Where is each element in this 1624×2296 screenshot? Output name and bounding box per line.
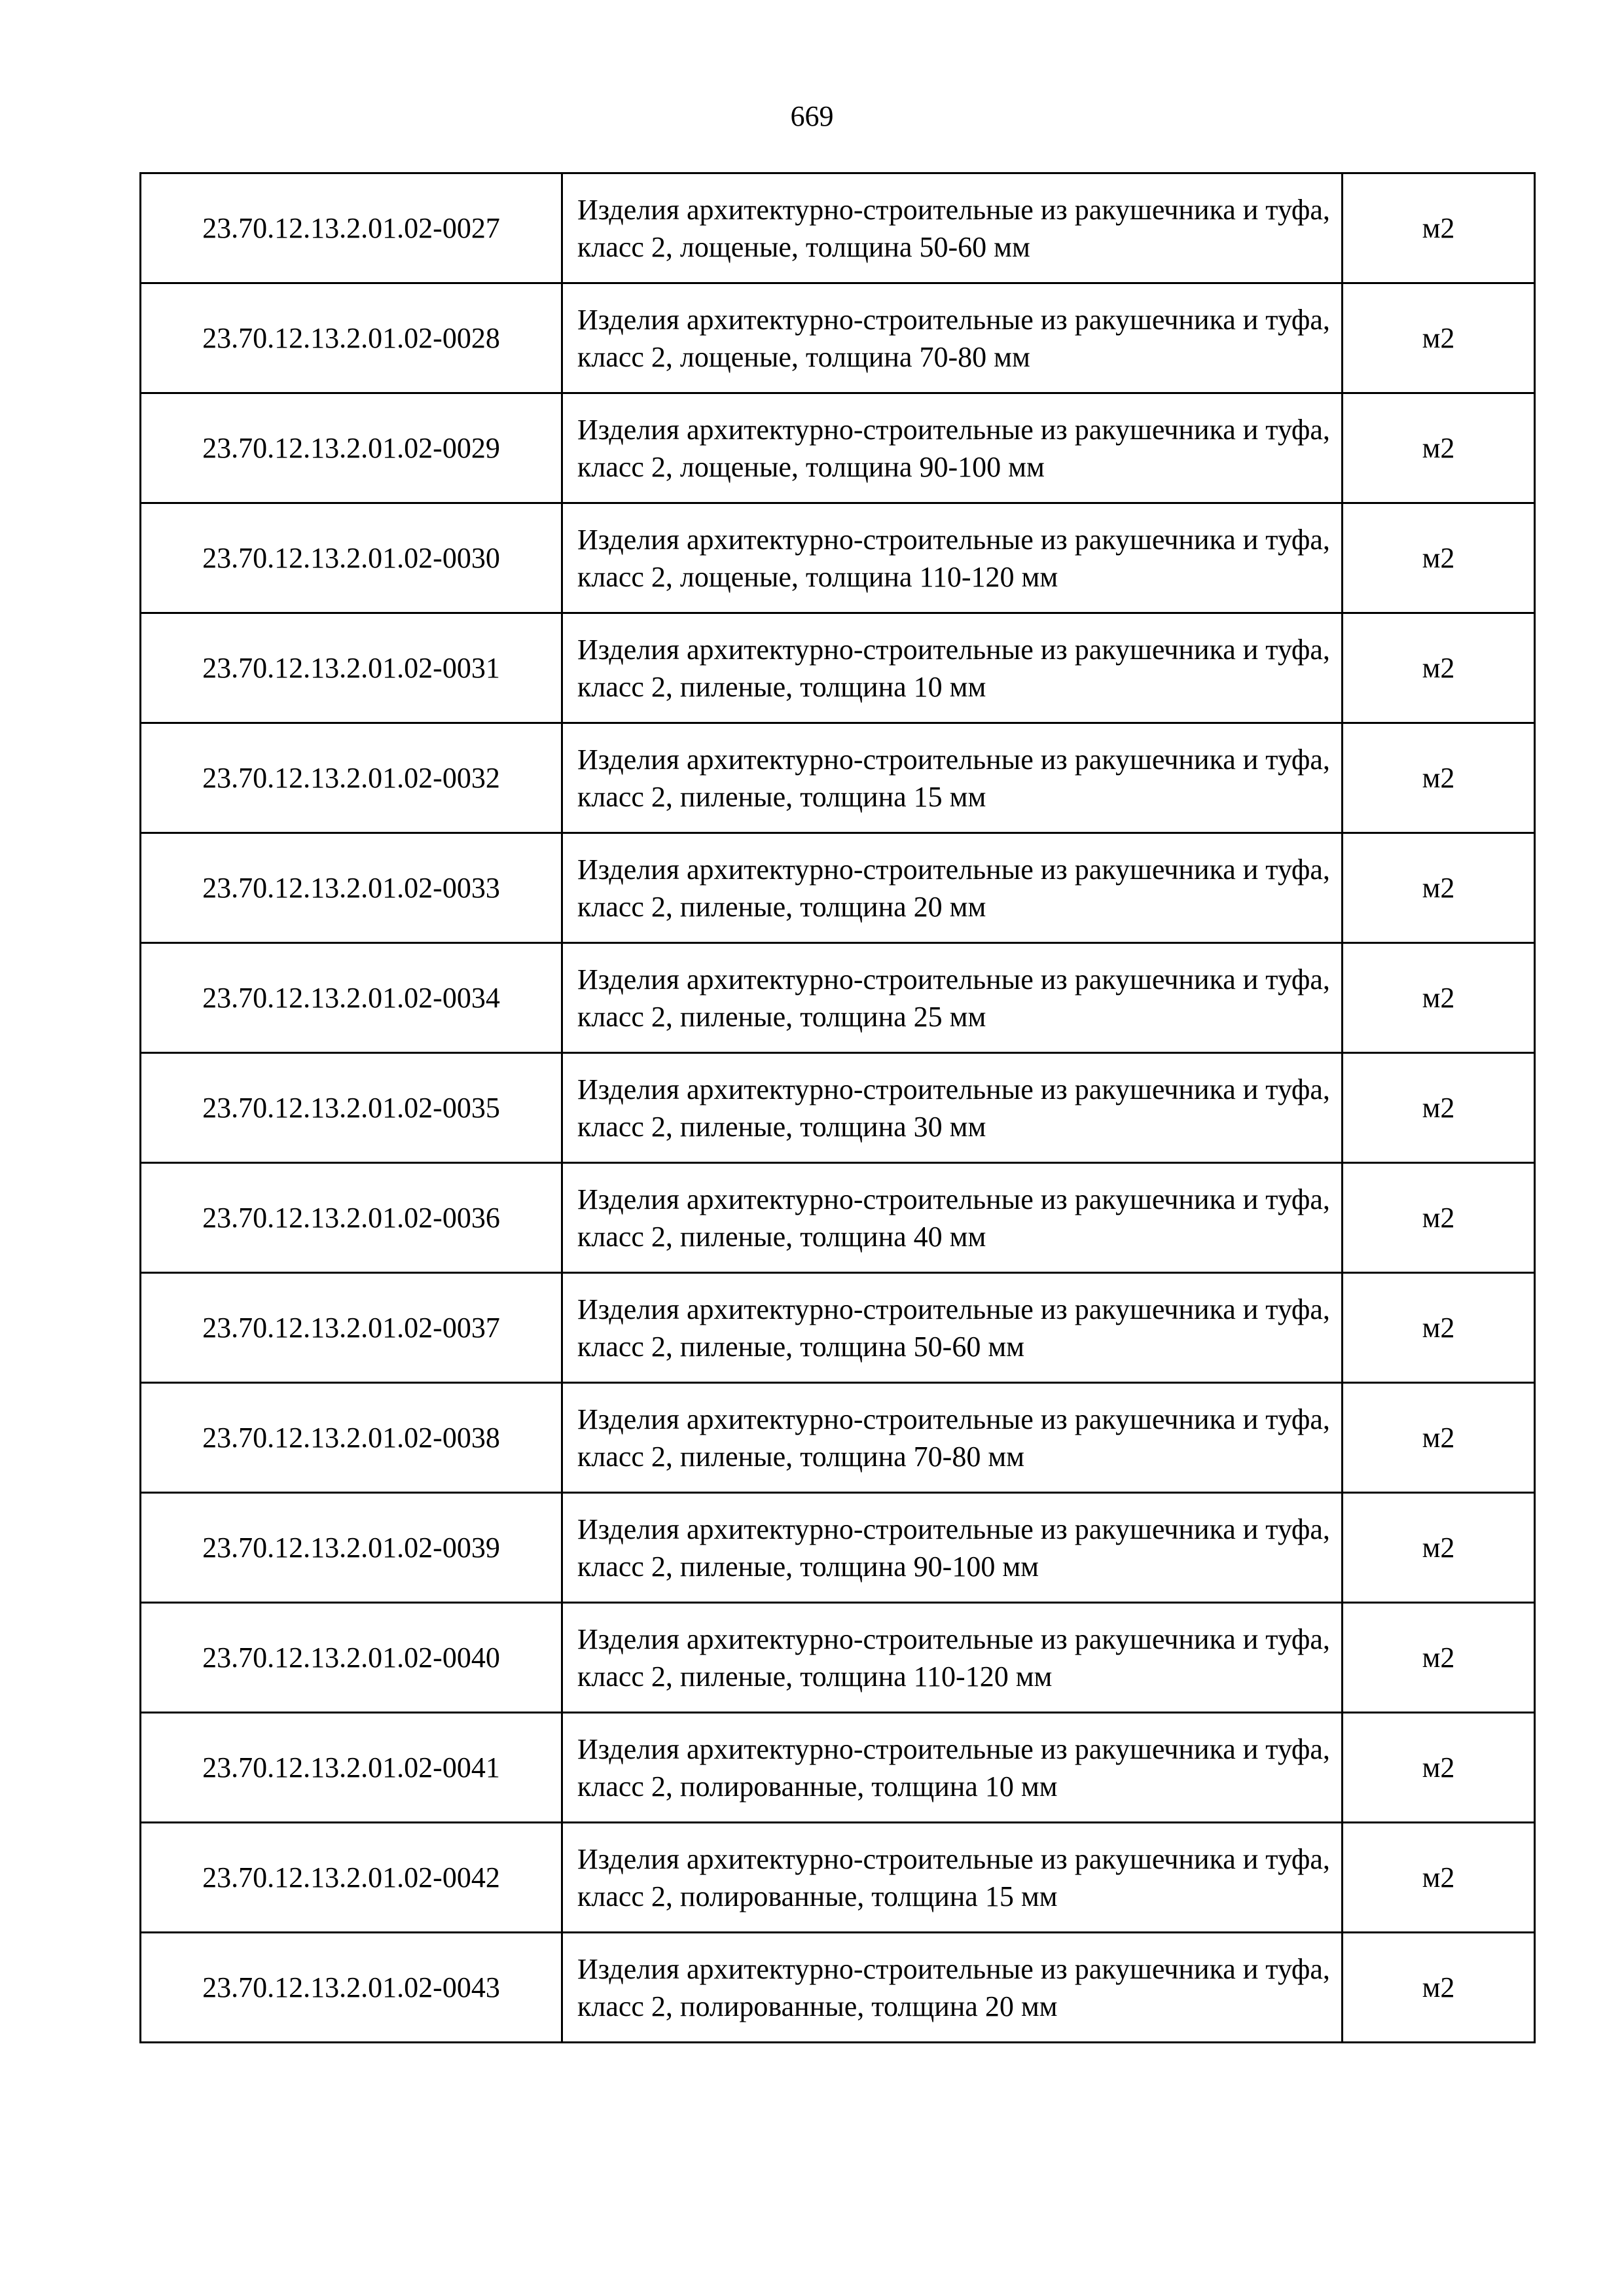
- resource-name-cell: Изделия архитектурно-строительные из ракушечника и туфа, класс 2, пиленые, толщина 50-60 мм: [562, 1273, 1343, 1383]
- resource-name-cell: Изделия архитектурно-строительные из ракушечника и туфа, класс 2, полированные, толщина 15 мм: [562, 1823, 1343, 1933]
- unit-cell: м2: [1343, 1383, 1535, 1493]
- resource-name-cell: Изделия архитектурно-строительные из ракушечника и туфа, класс 2, пиленые, толщина 15 мм: [562, 723, 1343, 833]
- unit-cell: м2: [1343, 1053, 1535, 1163]
- table-row: [141, 1713, 1535, 1823]
- resource-code-cell: 23.70.12.13.2.01.02-0027: [141, 173, 562, 283]
- resource-code-cell: 23.70.12.13.2.01.02-0042: [141, 1823, 562, 1933]
- resource-name-cell: Изделия архитектурно-строительные из ракушечника и туфа, класс 2, полированные, толщина 20 мм: [562, 1933, 1343, 2043]
- unit-cell: м2: [1343, 943, 1535, 1053]
- resource-code-cell: 23.70.12.13.2.01.02-0037: [141, 1273, 562, 1383]
- resource-code-cell: 23.70.12.13.2.01.02-0035: [141, 1053, 562, 1163]
- resource-code-cell: 23.70.12.13.2.01.02-0028: [141, 283, 562, 393]
- table-row: [141, 943, 1535, 1053]
- table-row: [141, 723, 1535, 833]
- resource-name-cell: Изделия архитектурно-строительные из ракушечника и туфа, класс 2, пиленые, толщина 90-100 мм: [562, 1493, 1343, 1603]
- resource-code-cell: 23.70.12.13.2.01.02-0036: [141, 1163, 562, 1273]
- unit-cell: м2: [1343, 1823, 1535, 1933]
- resource-name-cell: Изделия архитектурно-строительные из ракушечника и туфа, класс 2, пиленые, толщина 25 мм: [562, 943, 1343, 1053]
- page-number: 669: [790, 100, 834, 132]
- table-row: [141, 393, 1535, 503]
- unit-cell: м2: [1343, 1273, 1535, 1383]
- table-row: [141, 1603, 1535, 1713]
- resource-code-cell: 23.70.12.13.2.01.02-0038: [141, 1383, 562, 1493]
- table-row: [141, 503, 1535, 613]
- unit-cell: м2: [1343, 1493, 1535, 1603]
- table-row: [141, 1493, 1535, 1603]
- table-row: [141, 283, 1535, 393]
- resource-name-cell: Изделия архитектурно-строительные из ракушечника и туфа, класс 2, пиленые, толщина 110-120 мм: [562, 1603, 1343, 1713]
- unit-cell: м2: [1343, 723, 1535, 833]
- unit-cell: м2: [1343, 393, 1535, 503]
- resource-name-cell: Изделия архитектурно-строительные из ракушечника и туфа, класс 2, пиленые, толщина 40 мм: [562, 1163, 1343, 1273]
- table-row: [141, 1933, 1535, 2043]
- table-row: [141, 173, 1535, 283]
- resource-code-cell: 23.70.12.13.2.01.02-0034: [141, 943, 562, 1053]
- resource-name-cell: Изделия архитектурно-строительные из ракушечника и туфа, класс 2, лощеные, толщина 70-80 мм: [562, 283, 1343, 393]
- resource-code-cell: 23.70.12.13.2.01.02-0031: [141, 613, 562, 723]
- unit-cell: м2: [1343, 613, 1535, 723]
- table-row: [141, 1273, 1535, 1383]
- unit-cell: м2: [1343, 173, 1535, 283]
- resource-name-cell: Изделия архитектурно-строительные из ракушечника и туфа, класс 2, пиленые, толщина 30 мм: [562, 1053, 1343, 1163]
- resource-name-cell: Изделия архитектурно-строительные из ракушечника и туфа, класс 2, полированные, толщина 10 мм: [562, 1713, 1343, 1823]
- resource-code-cell: 23.70.12.13.2.01.02-0040: [141, 1603, 562, 1713]
- resource-table: [139, 172, 1536, 2043]
- unit-cell: м2: [1343, 283, 1535, 393]
- resource-name-cell: Изделия архитектурно-строительные из ракушечника и туфа, класс 2, лощеные, толщина 110-120 мм: [562, 503, 1343, 613]
- resource-name-cell: Изделия архитектурно-строительные из ракушечника и туфа, класс 2, лощеные, толщина 50-60 мм: [562, 173, 1343, 283]
- table-row: [141, 833, 1535, 943]
- table-row: [141, 1383, 1535, 1493]
- resource-code-cell: 23.70.12.13.2.01.02-0030: [141, 503, 562, 613]
- resource-name-cell: Изделия архитектурно-строительные из ракушечника и туфа, класс 2, пиленые, толщина 20 мм: [562, 833, 1343, 943]
- resource-name-cell: Изделия архитектурно-строительные из ракушечника и туфа, класс 2, лощеные, толщина 90-100 мм: [562, 393, 1343, 503]
- table-row: [141, 1163, 1535, 1273]
- unit-cell: м2: [1343, 1933, 1535, 2043]
- unit-cell: м2: [1343, 833, 1535, 943]
- unit-cell: м2: [1343, 1163, 1535, 1273]
- unit-cell: м2: [1343, 1713, 1535, 1823]
- resource-code-cell: 23.70.12.13.2.01.02-0041: [141, 1713, 562, 1823]
- resource-code-cell: 23.70.12.13.2.01.02-0029: [141, 393, 562, 503]
- resource-code-cell: 23.70.12.13.2.01.02-0033: [141, 833, 562, 943]
- resource-table-container: [139, 172, 1534, 2043]
- resource-table-body: [141, 173, 1535, 2043]
- table-row: [141, 613, 1535, 723]
- unit-cell: м2: [1343, 503, 1535, 613]
- unit-cell: м2: [1343, 1603, 1535, 1713]
- table-row: [141, 1823, 1535, 1933]
- resource-code-cell: 23.70.12.13.2.01.02-0039: [141, 1493, 562, 1603]
- resource-name-cell: Изделия архитектурно-строительные из ракушечника и туфа, класс 2, пиленые, толщина 10 мм: [562, 613, 1343, 723]
- resource-code-cell: 23.70.12.13.2.01.02-0043: [141, 1933, 562, 2043]
- resource-name-cell: Изделия архитектурно-строительные из ракушечника и туфа, класс 2, пиленые, толщина 70-80 мм: [562, 1383, 1343, 1493]
- table-row: [141, 1053, 1535, 1163]
- resource-code-cell: 23.70.12.13.2.01.02-0032: [141, 723, 562, 833]
